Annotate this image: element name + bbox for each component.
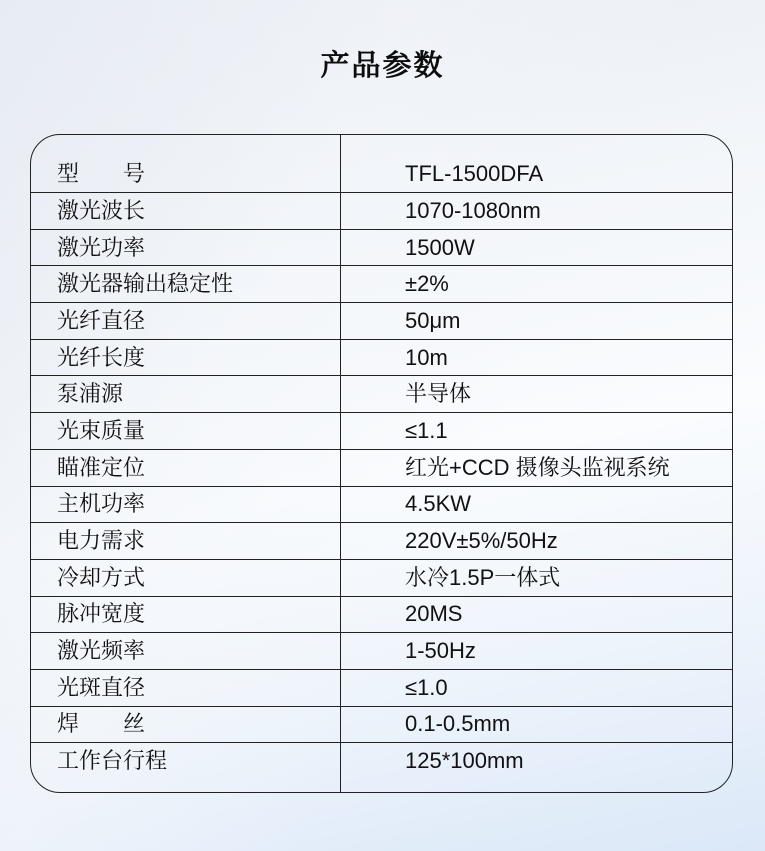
table-row	[31, 339, 732, 376]
table-row	[31, 412, 732, 449]
spec-value: 125*100mm	[340, 743, 732, 792]
spec-label: 工作台行程	[57, 748, 168, 774]
table-row	[31, 192, 732, 229]
spec-value: 1-50Hz	[340, 633, 732, 669]
spec-label: 光束质量	[57, 417, 146, 443]
table-row	[31, 302, 732, 339]
spec-value: 半导体	[340, 376, 732, 412]
table-row	[31, 522, 732, 559]
spec-value: 红光+CCD 摄像头监视系统	[340, 450, 732, 486]
table-row	[31, 559, 732, 596]
spec-label: 激光器输出稳定性	[57, 271, 234, 297]
table-row	[31, 229, 732, 266]
spec-label: 瞄准定位	[57, 454, 146, 480]
spec-value: ≤1.0	[340, 670, 732, 706]
spec-label: 电力需求	[57, 528, 146, 554]
table-row	[31, 632, 732, 669]
spec-value: 1500W	[340, 230, 732, 266]
spec-table	[30, 134, 733, 793]
page-title: 产品参数	[320, 50, 445, 82]
spec-label: 主机功率	[57, 491, 146, 517]
table-row	[31, 669, 732, 706]
spec-label: 激光频率	[57, 638, 146, 664]
spec-label: 光斑直径	[57, 674, 146, 700]
table-row	[31, 742, 732, 792]
table-row	[31, 265, 732, 302]
spec-label: 型 号	[57, 161, 146, 186]
spec-value: 1070-1080nm	[340, 193, 732, 229]
spec-label: 光纤直径	[57, 307, 146, 333]
spec-value: 0.1-0.5mm	[340, 707, 732, 743]
spec-label: 激光波长	[57, 197, 146, 223]
table-row	[31, 706, 732, 743]
spec-value: 水冷1.5P一体式	[340, 560, 732, 596]
table-row	[31, 135, 732, 192]
spec-value: 50μm	[340, 303, 732, 339]
spec-label: 冷却方式	[57, 564, 146, 590]
spec-value: ±2%	[340, 266, 732, 302]
table-row	[31, 486, 732, 523]
table-row	[31, 596, 732, 633]
spec-label: 焊 丝	[57, 711, 146, 737]
spec-value: 20MS	[340, 597, 732, 633]
spec-label: 泵浦源	[57, 381, 124, 407]
table-row	[31, 375, 732, 412]
spec-value: 4.5KW	[340, 487, 732, 523]
spec-label: 激光功率	[57, 234, 146, 260]
spec-value: ≤1.1	[340, 413, 732, 449]
spec-label: 光纤长度	[57, 344, 146, 370]
spec-value: 220V±5%/50Hz	[340, 523, 732, 559]
spec-value: TFL-1500DFA	[340, 135, 732, 192]
spec-value: 10m	[340, 340, 732, 376]
spec-label: 脉冲宽度	[57, 601, 146, 627]
table-row	[31, 449, 732, 486]
